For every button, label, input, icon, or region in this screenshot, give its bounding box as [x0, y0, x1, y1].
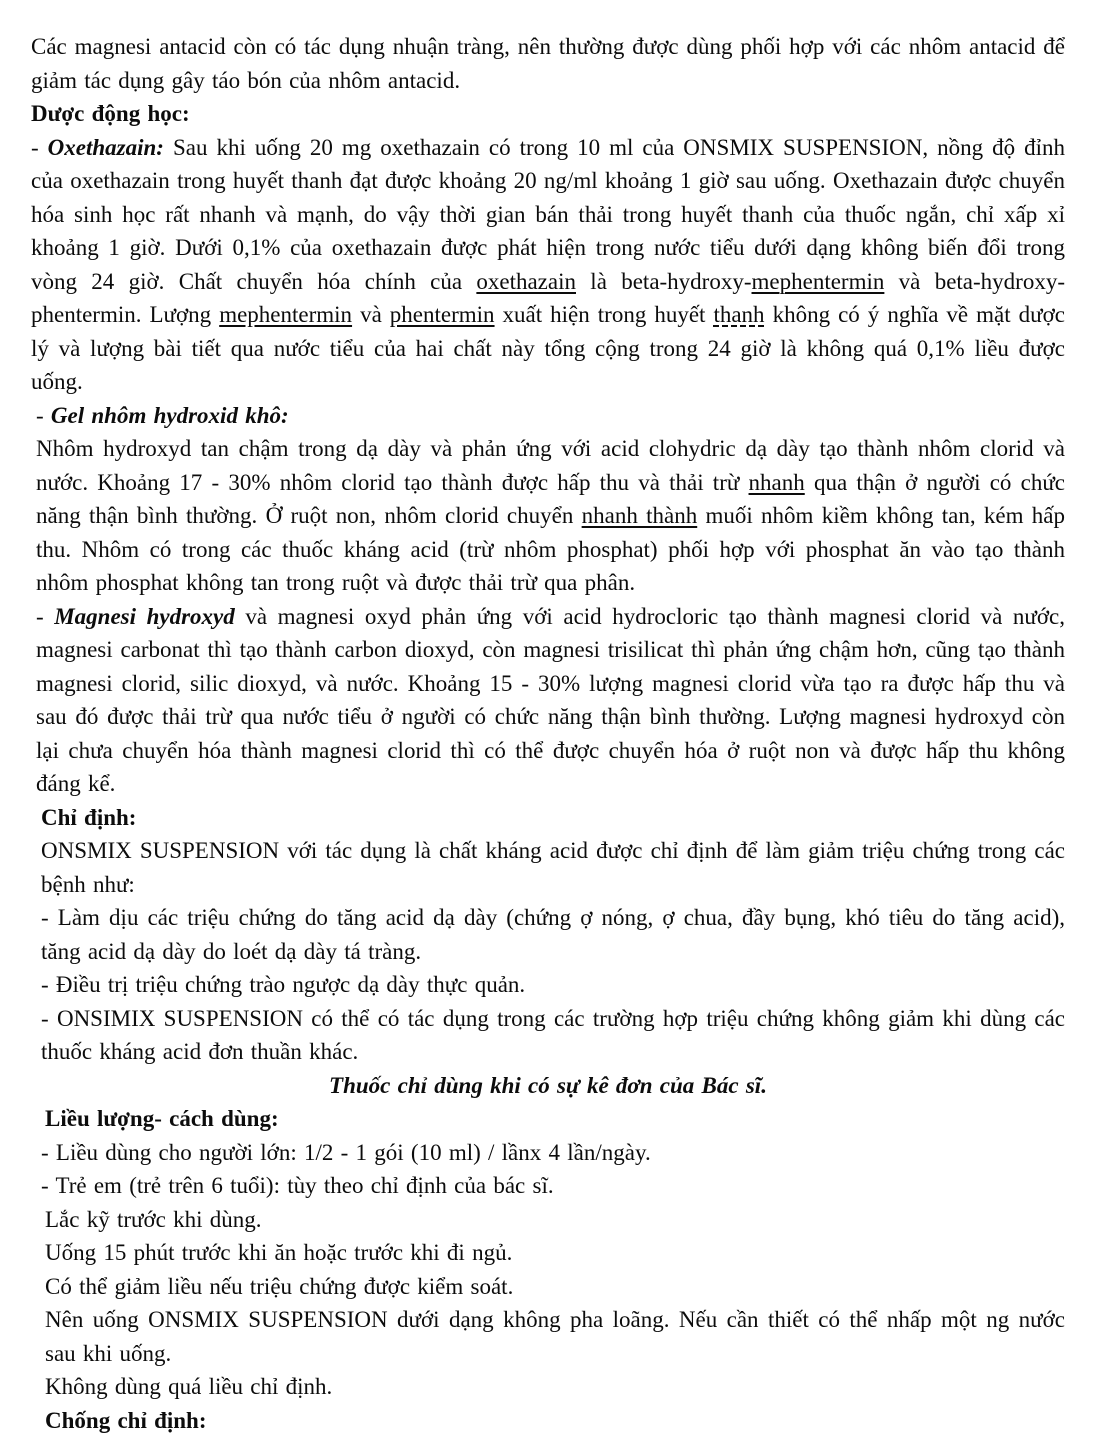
text-run: nhanh — [748, 469, 805, 495]
text-run: - ONSIMIX SUSPENSION có thể có tác dụng trong các trường hợp triệu chứng không giảm khi dùng các thuốc kháng acid đơn thuần khác. — [41, 1005, 1065, 1064]
text-run: Các magnesi antacid còn có tác dụng nhuận tràng, nên thường được dùng phối hợp với các nhôm antacid để giảm tác dụng gây táo bón của nhôm antacid. — [31, 34, 1065, 93]
text-run: - — [31, 134, 48, 160]
text-run: - Trẻ em (trẻ trên 6 tuổi): tùy theo chỉ định của bác sĩ. — [41, 1173, 554, 1198]
heading-chi-dinh — [41, 801, 1065, 835]
text-run: Uống 15 phút trước khi ăn hoặc trước khi đi ngủ. — [45, 1240, 513, 1265]
text-run: mephentermin — [219, 302, 353, 327]
text-run: Chỉ định: — [41, 804, 137, 830]
text-run: là beta-hydroxy- — [576, 268, 752, 294]
paragraph-nhom-hydroxyd — [36, 432, 1065, 600]
text-run: và magnesi oxyd phản ứng với acid hydrocloric tạo thành magnesi clorid và nước, magnesi carbonat thì tạo thành carbon dioxyd, còn magnesi trisilicat thì phản ứng chậm hơn, cũng tạo thành magnesi clorid, silic dioxyd, và nước. Khoảng 15 - 30% lượng magnesi clorid vừa tạo ra được hấp thu và sau đó được thải trừ qua nước tiểu ở người có chức năng thận bình thường. Lượng magnesi hydroxyd còn lại chưa chuyển hóa thành magnesi clorid thì có thể được chuyển hóa ở ruột non và được hấp thu không đáng kể. — [36, 603, 1065, 796]
text-run: qua thận ở người có chức năng thận bình thường. Ở ruột non, nhôm clorid chuyển — [36, 469, 1065, 528]
text-run: - — [36, 603, 55, 629]
paragraph-indication-1 — [41, 901, 1065, 968]
paragraph-indication-3 — [41, 1002, 1065, 1069]
text-run: Gel nhôm hydroxid khô: — [50, 402, 289, 428]
paragraph-magnesi-hydroxyd — [36, 600, 1065, 801]
text-run: Có thể giảm liều nếu triệu chứng được kiểm soát. — [45, 1273, 514, 1299]
text-run: xuất hiện trong huyết — [494, 302, 714, 327]
heading-chong-chi-dinh — [45, 1404, 1065, 1438]
text-run: Liều lượng- cách dùng: — [45, 1106, 279, 1131]
paragraph-oxethazain — [31, 131, 1065, 399]
text-run: thanh — [713, 302, 765, 327]
paragraph-indication-intro — [41, 834, 1065, 901]
paragraph-shake-well — [45, 1203, 1065, 1237]
text-run: - Liều dùng cho người lớn: 1/2 - 1 gói (10 ml) / lầnx 4 lần/ngày. — [41, 1139, 651, 1165]
text-run: Thuốc chỉ dùng khi có sự kê đơn của Bác sĩ. — [329, 1072, 767, 1098]
text-run: phentermin — [389, 302, 495, 327]
text-run: nhanh thành — [581, 503, 698, 528]
heading-duoc-dong-hoc — [31, 97, 1065, 131]
text-run: ONSMIX SUSPENSION với tác dụng là chất kháng acid được chỉ định để làm giảm triệu chứng trong các bệnh như: — [41, 838, 1065, 897]
text-run: - Làm dịu các triệu chứng do tăng acid dạ dày (chứng ợ nóng, ợ chua, đầy bụng, khó tiêu do tăng acid), tăng acid dạ dày do loét dạ dày tá tràng. — [41, 905, 1065, 964]
text-run: Nhôm hydroxyd tan chậm trong dạ dày và phản ứng với acid clohydric dạ dày tạo thành nhôm clorid và nước. Khoảng 17 - 30% nhôm clorid tạo thành được hấp thu và thải trừ — [36, 436, 1065, 495]
text-run: mephentermin — [751, 268, 885, 294]
text-run: muối nhôm kiềm không tan, kém hấp thu. Nhôm có trong các thuốc kháng acid (trừ nhôm phosphat) phối hợp với phosphat ăn vào tạo thành nhôm phosphat không tan trong ruột và được thải trừ qua phân. — [36, 503, 1065, 595]
prescription-note — [31, 1069, 1065, 1103]
text-run: Dược động học: — [31, 101, 190, 126]
text-run: - Điều trị triệu chứng trào ngược dạ dày thực quản. — [41, 972, 526, 997]
text-run: oxethazain — [476, 268, 576, 294]
paragraph-no-overdose — [45, 1370, 1065, 1404]
paragraph-reduce-dose — [45, 1270, 1065, 1304]
text-run: Chống chỉ định: — [45, 1407, 207, 1433]
heading-lieu-luong-cach-dung — [45, 1102, 1065, 1136]
text-run: Sau khi uống 20 mg oxethazain có trong 10 ml của ONSMIX SUSPENSION, nồng độ đỉnh của oxethazain trong huyết thanh đạt được khoảng 20 ng/ml khoảng 1 giờ sau uống. Oxethazain được chuyển hóa sinh học rất nhanh và mạnh, do vậy thời gian bán thải trong huyết thanh của thuốc ngắn, chỉ xấp xỉ khoảng 1 giờ. Dưới 0,1% của oxethazain được phát hiện trong nước tiểu dưới dạng không biến đổi trong vòng 24 giờ. Chất chuyển hóa chính của — [31, 134, 1065, 294]
text-run: và beta-hydroxy-phentermin. Lượng — [31, 268, 1065, 327]
paragraph-undiluted — [45, 1303, 1065, 1370]
text-run: không có ý nghĩa về mặt dược lý và lượng bài tiết qua nước tiểu của hai chất này tổng cộng trong 24 giờ là không quá 0,1% liều được uống. — [31, 302, 1065, 394]
text-run: Lắc kỹ trước khi dùng. — [45, 1206, 262, 1232]
text-run: Oxethazain: — [47, 134, 164, 160]
paragraph-take-before-meal — [45, 1236, 1065, 1270]
text-run: và — [352, 302, 390, 327]
paragraph-indication-2 — [41, 968, 1065, 1002]
text-run: - — [36, 402, 51, 428]
text-run: Nên uống ONSMIX SUSPENSION dưới dạng không pha loãng. Nếu cần thiết có thể nhấp một ng nước sau khi uống. — [45, 1307, 1065, 1366]
paragraph-dose-children — [41, 1169, 1065, 1203]
text-run: Không dùng quá liều chỉ định. — [45, 1374, 333, 1399]
subheading-gel-nhom-hydroxid — [36, 399, 1065, 433]
paragraph-dose-adult — [41, 1136, 1065, 1170]
text-run: Magnesi hydroxyd — [54, 603, 235, 629]
paragraph — [31, 30, 1065, 97]
document-body — [31, 30, 1065, 1437]
